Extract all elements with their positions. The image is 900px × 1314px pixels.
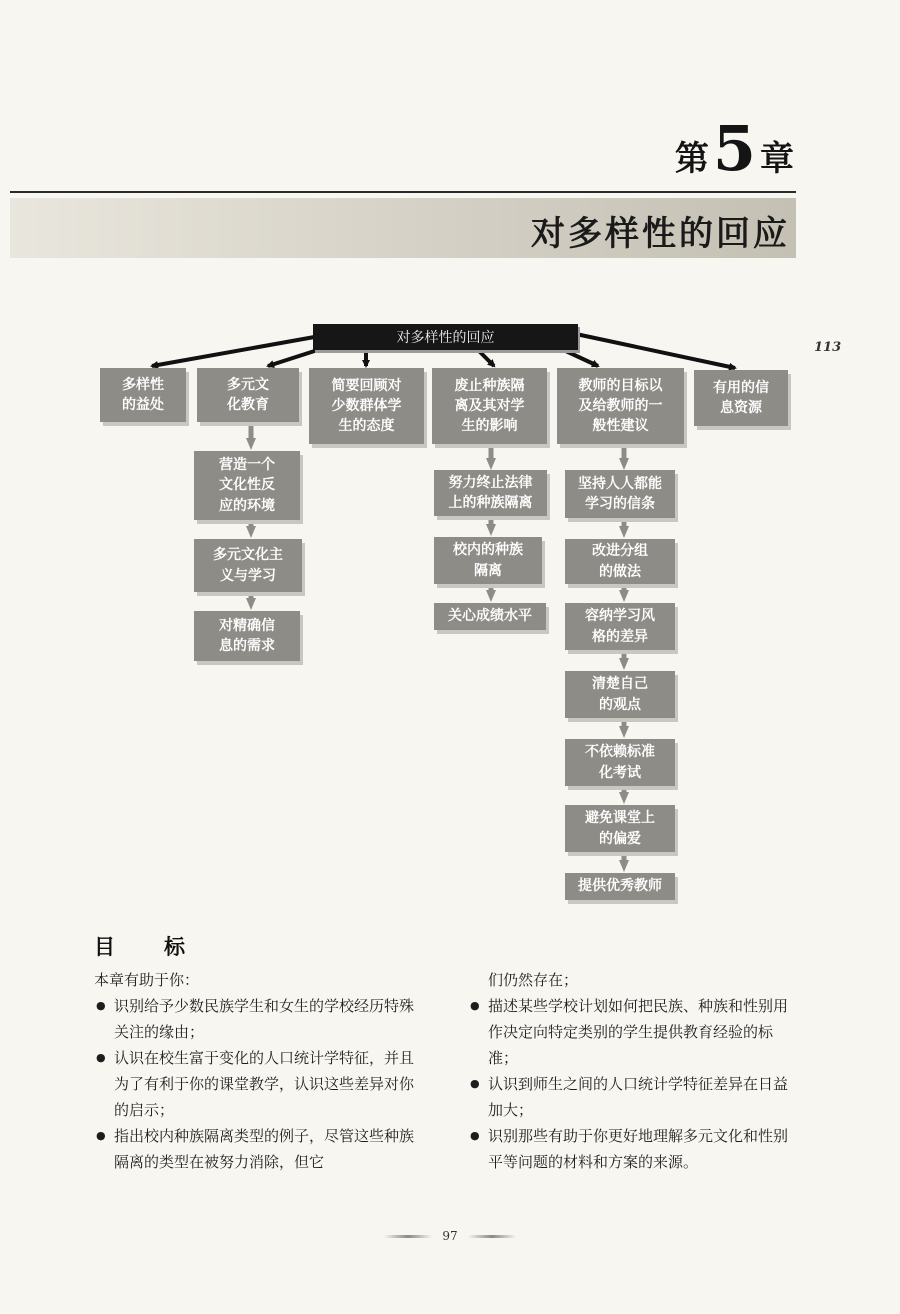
title-rule	[10, 191, 796, 193]
child-segregation-within-schools	[434, 537, 542, 584]
chapter-suffix: 章	[760, 139, 794, 179]
child-label: 关心成绩水平	[448, 608, 532, 625]
child-label: 努力终止法律 上的种族隔离	[448, 474, 533, 511]
objectives-left-column	[94, 967, 424, 1175]
objectives-right-column	[468, 967, 798, 1175]
child-provide-excellent-teachers	[565, 873, 675, 900]
objective-continuation: 们仍然存在；	[488, 971, 579, 989]
objectives-heading: 目 标	[94, 935, 199, 959]
child-need-for-accurate-information	[194, 611, 300, 661]
branch-attitudes-toward-minorities	[309, 368, 424, 444]
page-footer	[0, 1229, 900, 1243]
branch-label: 简要回顾对 少数群体学 生的态度	[331, 377, 402, 435]
child-label: 容纳学习风 格的差异	[585, 608, 655, 645]
connector-root-b0	[152, 336, 320, 366]
objective-item: ● 描述某些学校计划如何把民族、种族和性别用作决定向特定类别的学生提供教育经验的标准；	[468, 993, 798, 1071]
branch-label: 多样性 的益处	[122, 376, 164, 413]
child-label: 不依赖标准 化考试	[585, 744, 655, 781]
branch-label: 废止种族隔 离及其对学 生的影响	[454, 377, 525, 435]
child-know-own-views	[565, 671, 675, 718]
child-belief-all-can-learn	[565, 470, 675, 518]
child-avoid-favoritism	[565, 805, 675, 852]
child-label: 多元文化主 义与学习	[213, 547, 283, 584]
connector-root-b3	[478, 350, 494, 366]
child-label: 坚持人人都能 学习的信条	[578, 475, 662, 512]
branch-teacher-goals	[557, 368, 684, 444]
concept-map-root: 对多样性的回应	[313, 324, 578, 350]
child-concern-achievement-levels	[434, 603, 546, 630]
objective-item: ● 指出校内种族隔离类型的例子，尽管这些种族隔离的类型在被努力消除，但它	[94, 1123, 424, 1175]
objectives-intro: 本章有助于你：	[94, 971, 200, 989]
branch-multicultural-education	[197, 368, 299, 422]
title-bar	[10, 198, 796, 258]
objective-item: ● 认识到师生之间的人口统计学特征差异在日益加大；	[468, 1071, 798, 1123]
child-avoid-standardized-tests	[565, 739, 675, 786]
child-label: 清楚自己 的观点	[592, 676, 648, 713]
objective-item: ● 识别那些有助于你更好地理解多元文化和性别平等问题的材料和方案的来源。	[468, 1123, 798, 1175]
branch-desegregation	[432, 368, 547, 444]
child-improve-grouping	[565, 539, 675, 584]
chapter-prefix: 第	[674, 139, 709, 179]
child-label: 提供优秀教师	[578, 878, 662, 895]
side-page-number: 113	[814, 340, 842, 355]
child-culturally-responsive-environment	[194, 451, 300, 520]
child-label: 校内的种族 隔离	[453, 542, 523, 579]
child-label: 改进分组 的做法	[592, 543, 648, 580]
child-accommodate-learning-styles	[565, 603, 675, 650]
branch-label: 多元文 化教育	[227, 376, 269, 413]
child-label: 避免课堂上 的偏爱	[585, 810, 655, 847]
objective-item: ● 识别给予少数民族学生和女生的学校经历特殊关注的缘由；	[94, 993, 424, 1045]
branch-information-resources	[694, 370, 788, 426]
chapter-title: 对多样性的回应	[531, 214, 790, 254]
connector-root-b5	[576, 334, 735, 368]
child-end-legal-segregation	[434, 470, 547, 516]
branch-label: 有用的信 息资源	[713, 379, 769, 416]
chapter-number: 5	[712, 112, 756, 185]
footer-ornament-left	[384, 1235, 432, 1238]
branch-label: 教师的目标以 及给教师的一 般性建议	[578, 377, 663, 435]
branch-benefits-of-diversity	[100, 368, 186, 422]
page-number: 97	[442, 1229, 458, 1243]
objective-item: ● 认识在校生富于变化的人口统计学特征，并且为了有利于你的课堂教学，认识这些差异对你的启示；	[94, 1045, 424, 1123]
child-label: 营造一个 文化性反 应的环境	[219, 457, 275, 514]
chapter-label	[674, 112, 794, 185]
child-multiculturalism-and-learning	[194, 539, 302, 592]
footer-ornament-right	[468, 1235, 516, 1238]
objectives-section	[94, 931, 814, 1171]
child-label: 对精确信 息的需求	[219, 617, 275, 654]
